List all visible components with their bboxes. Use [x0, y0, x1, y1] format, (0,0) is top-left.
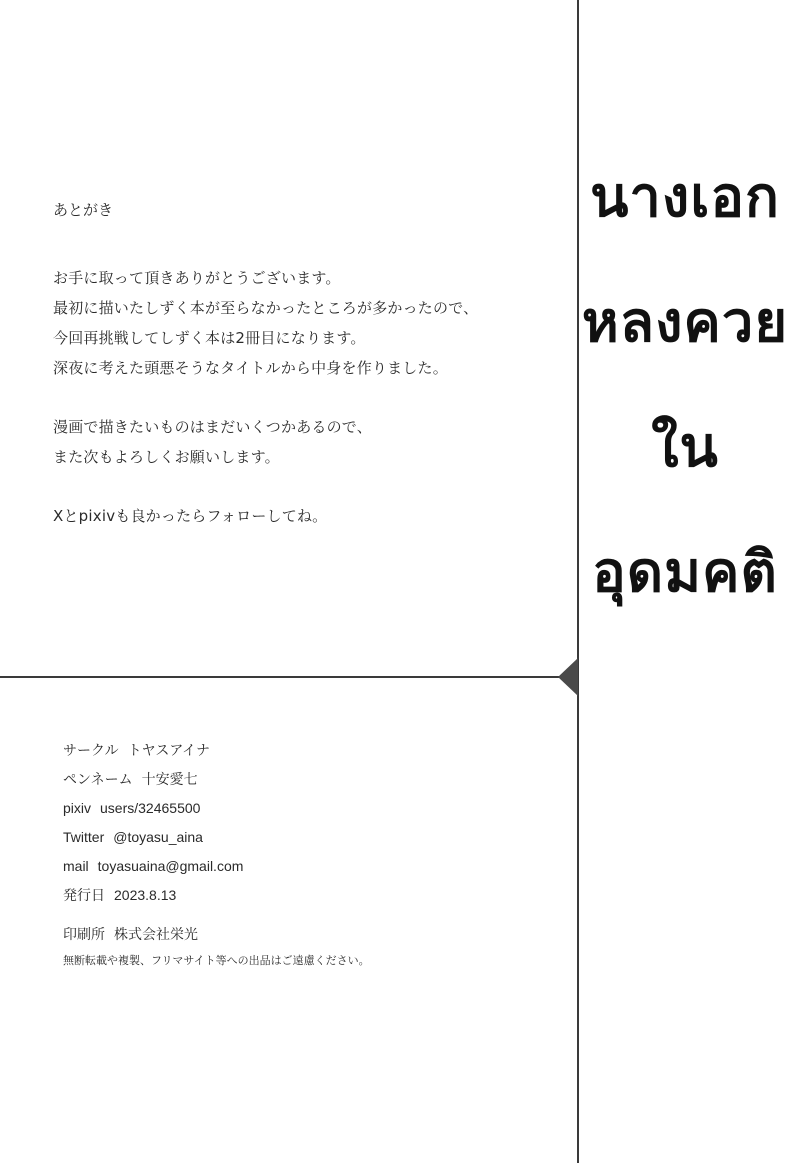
thai-title-line: ใน — [651, 415, 719, 480]
publish-date-value: 2023.8.13 — [114, 887, 177, 903]
afterword-line: Xとpixivも良かったらフォローしてね。 — [53, 507, 328, 525]
afterword-paragraph-1 — [53, 263, 563, 383]
printer-value: 株式会社栄光 — [114, 926, 198, 942]
thai-title — [580, 165, 790, 605]
afterword-line: また次もよろしくお願いします。 — [53, 448, 280, 466]
thai-title-line: นางเอก — [590, 165, 780, 230]
pen-name-row — [63, 765, 563, 794]
pen-name-label: ペンネーム — [63, 771, 133, 787]
copyright-notice: 無断転載や複製、フリマサイト等への出品はご遠慮ください。 — [63, 954, 370, 967]
afterword-section — [53, 200, 563, 560]
circle-row — [63, 736, 563, 765]
thai-title-line: หลงควย — [581, 290, 789, 355]
mail-value: toyasuaina@gmail.com — [97, 858, 244, 874]
printer-label: 印刷所 — [63, 926, 105, 942]
circle-value: トヤスアイナ — [127, 742, 211, 758]
afterword-paragraph-2 — [53, 412, 563, 472]
publish-date-label: 発行日 — [63, 887, 105, 903]
circle-label: サークル — [63, 742, 119, 758]
afterword-line: お手に取って頂きありがとうございます。 — [53, 269, 341, 287]
twitter-label: Twitter — [63, 829, 105, 845]
publish-date-row — [63, 881, 563, 910]
afterword-title: あとがき — [53, 201, 114, 219]
afterword-line: 最初に描いたしずく本が至らなかったところが多かったので、 — [53, 299, 479, 317]
thai-title-line: อุดมคติ — [592, 540, 778, 605]
vertical-divider — [577, 0, 579, 1163]
afterword-line: 今回再挑戦してしずく本は2冊目になります。 — [53, 329, 366, 347]
afterword-line: 漫画で描きたいものはまだいくつかあるので、 — [53, 418, 372, 436]
twitter-row — [63, 823, 563, 852]
pixiv-value: users/32465500 — [100, 800, 201, 816]
mail-row — [63, 852, 563, 881]
left-arrow-marker-icon — [558, 658, 578, 696]
afterword-line: 深夜に考えた頭悪そうなタイトルから中身を作りました。 — [53, 359, 448, 377]
pixiv-label: pixiv — [63, 800, 92, 816]
mail-label: mail — [63, 858, 89, 874]
twitter-value: @toyasu_aina — [113, 829, 203, 845]
horizontal-divider — [0, 676, 566, 678]
pixiv-row — [63, 794, 563, 823]
printer-row — [63, 920, 563, 949]
pen-name-value: 十安愛七 — [141, 771, 198, 787]
colophon — [63, 736, 563, 971]
afterword-paragraph-3 — [53, 501, 563, 531]
